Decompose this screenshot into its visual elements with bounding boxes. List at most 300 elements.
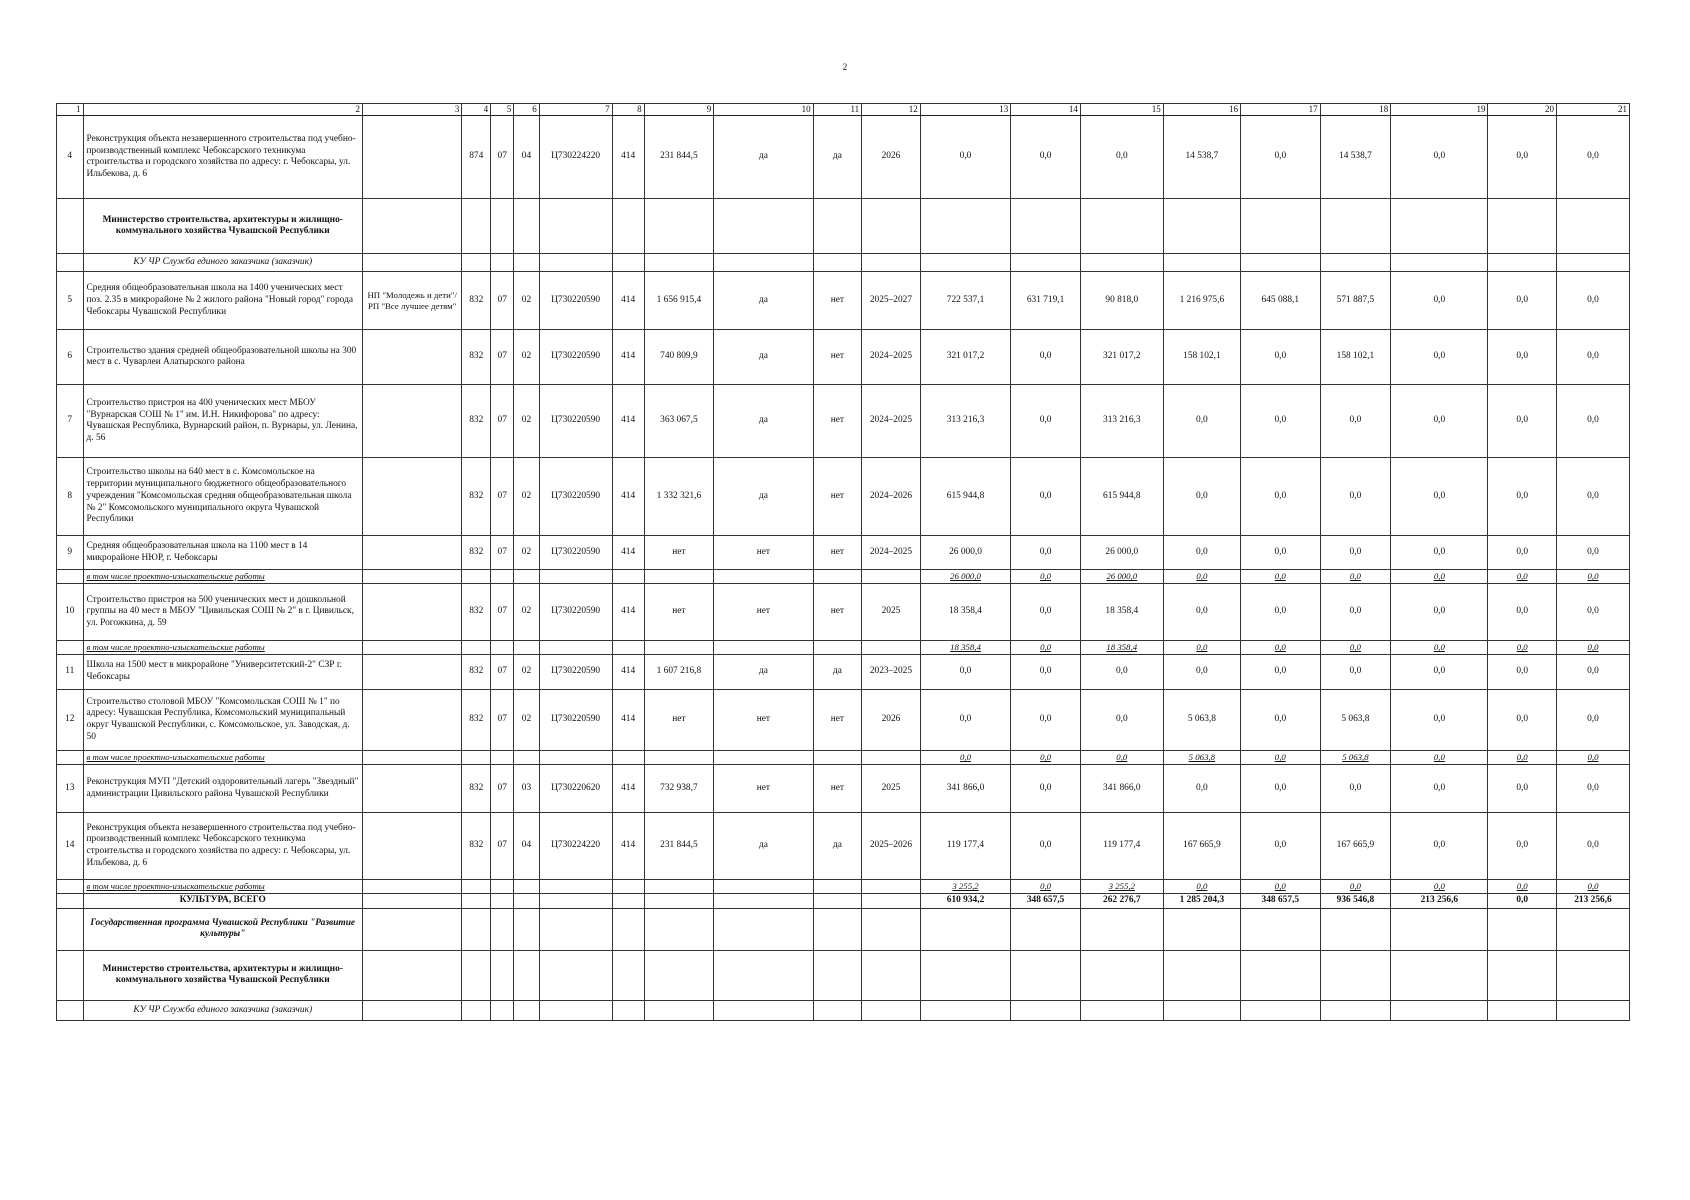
table-cell: 03 [514,765,539,813]
table-cell [362,950,461,1000]
value-cell: 0,0 [1556,751,1629,765]
table-cell [1556,950,1629,1000]
table-cell: нет [813,584,862,641]
table-cell: 158 102,1 [1320,330,1391,385]
table-cell [813,950,862,1000]
table-cell [1488,950,1556,1000]
table-row [57,813,1630,880]
table-cell: 363 067,5 [644,385,714,458]
table-cell [612,641,644,655]
table-cell [362,570,461,584]
table-cell: 07 [491,458,514,536]
table-cell [491,950,514,1000]
table-cell: 615 944,8 [920,458,1011,536]
table-body [57,104,1630,1021]
row-number: 4 [57,116,84,199]
table-cell: нет [813,330,862,385]
table-cell: Ц730220590 [539,536,612,570]
table-cell: Ц730220590 [539,272,612,330]
table-cell [862,570,921,584]
row-number: 8 [57,458,84,536]
table-cell [539,950,612,1000]
table-cell [644,880,714,894]
table-cell [491,1000,514,1020]
table-cell: Ц730220590 [539,584,612,641]
table-cell: нет [813,458,862,536]
table-cell: 0,0 [1320,458,1391,536]
value-cell: 0,0 [1556,570,1629,584]
value-cell: 348 657,5 [1241,894,1321,909]
table-cell: 07 [491,330,514,385]
column-number-cell: 3 [362,104,461,116]
table-row [57,458,1630,536]
table-cell [813,894,862,909]
table-cell: 0,0 [1391,385,1488,458]
table-cell [57,1000,84,1020]
table-cell [612,1000,644,1020]
table-cell [1163,199,1240,254]
table-cell: 0,0 [1391,584,1488,641]
value-cell: 0,0 [1011,570,1081,584]
table-cell [539,751,612,765]
column-number-row [57,104,1630,116]
table-cell [813,751,862,765]
table-cell: 0,0 [1320,655,1391,690]
table-cell: 414 [612,272,644,330]
table-cell: 0,0 [1488,116,1556,199]
table-cell: 832 [462,385,491,458]
table-cell: 0,0 [1391,272,1488,330]
object-name: Строительство здания средней общеобразовательной школы на 300 мест в с. Чуварлеи Алатырского района [83,330,362,385]
table-cell [1011,254,1081,272]
column-number-cell: 10 [714,104,813,116]
table-cell [1080,254,1163,272]
table-cell: 0,0 [1163,765,1240,813]
table-cell: да [714,116,813,199]
table-cell [462,894,491,909]
value-cell: 26 000,0 [1080,570,1163,584]
table-cell: 414 [612,116,644,199]
table-cell: 0,0 [1391,458,1488,536]
table-cell: 414 [612,813,644,880]
table-cell: 2026 [862,690,921,751]
design-works-label: в том числе проектно-изыскательские работы [83,880,362,894]
value-cell: 0,0 [1080,751,1163,765]
table-cell [514,894,539,909]
table-cell [514,570,539,584]
table-cell [862,880,921,894]
project-note [362,584,461,641]
table-cell: 0,0 [920,690,1011,751]
table-row [57,254,1630,272]
table-cell: 0,0 [1556,385,1629,458]
table-cell [1320,199,1391,254]
table-cell: Ц730220590 [539,385,612,458]
row-number: 11 [57,655,84,690]
table-cell: 07 [491,584,514,641]
value-cell: 18 358,4 [920,641,1011,655]
table-cell: 18 358,4 [920,584,1011,641]
table-cell: Ц730224220 [539,116,612,199]
table-cell [1241,254,1321,272]
table-cell [539,1000,612,1020]
table-cell [1391,199,1488,254]
table-cell: да [714,458,813,536]
table-row [57,894,1630,909]
table-cell: 231 844,5 [644,813,714,880]
value-cell: 0,0 [1488,880,1556,894]
table-cell: 0,0 [1011,584,1081,641]
table-cell: 1 332 321,6 [644,458,714,536]
table-cell: 02 [514,385,539,458]
table-cell [1320,1000,1391,1020]
table-cell: 0,0 [1163,655,1240,690]
table-cell [644,950,714,1000]
table-cell [462,950,491,1000]
table-cell: 2025–2026 [862,813,921,880]
table-cell: 0,0 [1011,690,1081,751]
value-cell: 0,0 [1011,641,1081,655]
table-cell: 832 [462,330,491,385]
table-cell [1488,254,1556,272]
table-cell: 0,0 [1391,330,1488,385]
table-cell: да [714,655,813,690]
table-cell [1556,908,1629,950]
table-cell [514,254,539,272]
table-cell [612,908,644,950]
value-cell: 262 276,7 [1080,894,1163,909]
table-cell [462,1000,491,1020]
table-cell: 631 719,1 [1011,272,1081,330]
table-cell [813,641,862,655]
table-cell [862,254,921,272]
table-cell: 0,0 [1011,330,1081,385]
table-cell: 2025 [862,584,921,641]
table-cell [1241,1000,1321,1020]
value-cell: 5 063,8 [1320,751,1391,765]
value-cell: 0,0 [1241,570,1321,584]
value-cell: 936 546,8 [1320,894,1391,909]
table-cell: 0,0 [1488,655,1556,690]
value-cell: 0,0 [1391,880,1488,894]
table-cell [714,751,813,765]
table-cell: 2024–2025 [862,536,921,570]
table-cell: нет [813,536,862,570]
table-cell [57,641,84,655]
table-cell: 2025–2027 [862,272,921,330]
table-cell: 414 [612,385,644,458]
table-cell: нет [644,690,714,751]
table-cell: 14 538,7 [1320,116,1391,199]
row-number: 5 [57,272,84,330]
table-cell: 1 656 915,4 [644,272,714,330]
table-cell [1488,908,1556,950]
table-cell [612,880,644,894]
table-cell: 0,0 [1011,116,1081,199]
table-cell: 02 [514,584,539,641]
table-cell [920,199,1011,254]
table-cell: 0,0 [1241,385,1321,458]
table-cell: 832 [462,690,491,751]
table-cell: 0,0 [1556,765,1629,813]
table-cell [491,880,514,894]
table-cell: 645 088,1 [1241,272,1321,330]
page-number: 2 [842,62,848,72]
table-cell: 0,0 [1488,536,1556,570]
column-number-cell: 13 [920,104,1011,116]
column-number-cell: 8 [612,104,644,116]
table-row [57,655,1630,690]
project-note [362,385,461,458]
table-cell [362,908,461,950]
table-cell [462,254,491,272]
table-cell: 0,0 [1556,690,1629,751]
table-cell: 732 938,7 [644,765,714,813]
table-cell: нет [813,272,862,330]
table-cell [57,254,84,272]
value-cell: 348 657,5 [1011,894,1081,909]
table-cell [462,908,491,950]
table-cell: 07 [491,536,514,570]
table-cell: 0,0 [1488,584,1556,641]
object-name: Реконструкция МУП "Детский оздоровительный лагерь "Звездный" администрации Цивильского района Чувашской Республики [83,765,362,813]
table-cell [714,880,813,894]
table-cell: 832 [462,536,491,570]
table-cell: 231 844,5 [644,116,714,199]
table-cell [862,950,921,1000]
table-cell: 0,0 [1080,690,1163,751]
table-cell [514,751,539,765]
table-cell: 2024–2025 [862,330,921,385]
table-cell [514,880,539,894]
table-cell [862,199,921,254]
table-cell [862,1000,921,1020]
table-cell: 14 538,7 [1163,116,1240,199]
table-cell: 0,0 [1556,813,1629,880]
table-cell: 0,0 [1488,272,1556,330]
table-cell: 313 216,3 [1080,385,1163,458]
table-cell [1080,908,1163,950]
table-cell: Ц730220620 [539,765,612,813]
table-cell [462,880,491,894]
value-cell: 1 285 204,3 [1163,894,1240,909]
table-cell: 07 [491,655,514,690]
table-cell [57,950,84,1000]
table-cell: нет [714,584,813,641]
table-cell [1556,199,1629,254]
table-cell: 0,0 [1241,690,1321,751]
table-cell: 0,0 [1241,655,1321,690]
table-cell: 0,0 [1391,655,1488,690]
value-cell: 0,0 [1241,880,1321,894]
table-row [57,641,1630,655]
value-cell: 0,0 [1556,880,1629,894]
table-cell [1488,1000,1556,1020]
table-cell [920,950,1011,1000]
table-cell [644,199,714,254]
table-cell: нет [813,765,862,813]
design-works-label: в том числе проектно-изыскательские работы [83,570,362,584]
table-cell: 0,0 [1556,584,1629,641]
table-cell: да [813,813,862,880]
table-cell [491,908,514,950]
table-cell: да [813,655,862,690]
table-cell [714,950,813,1000]
table-cell: 571 887,5 [1320,272,1391,330]
section-total-label: КУЛЬТУРА, ВСЕГО [83,894,362,909]
row-number: 10 [57,584,84,641]
table-cell [644,1000,714,1020]
table-cell: 02 [514,655,539,690]
table-cell [714,570,813,584]
table-cell [1163,908,1240,950]
table-cell [1556,1000,1629,1020]
value-cell: 18 358,4 [1080,641,1163,655]
table-cell [57,751,84,765]
table-cell [920,908,1011,950]
table-cell: 0,0 [1488,330,1556,385]
table-cell [714,254,813,272]
table-cell: 0,0 [1241,116,1321,199]
table-cell: 832 [462,458,491,536]
table-cell: 119 177,4 [920,813,1011,880]
table-cell [714,894,813,909]
table-cell [1011,950,1081,1000]
table-cell [1556,254,1629,272]
table-cell [1488,199,1556,254]
table-cell [612,570,644,584]
table-cell: 0,0 [920,116,1011,199]
table-cell [1391,908,1488,950]
table-cell [57,199,84,254]
column-number-cell: 21 [1556,104,1629,116]
column-number-cell: 4 [462,104,491,116]
table-row [57,199,1630,254]
table-cell: 0,0 [1320,765,1391,813]
object-name: Строительство пристроя на 500 ученических мест и дошкольной группы на 40 мест в МБОУ "Цивильская СОШ № 2" в г. Цивильск, ул. Рогожкина, д. 59 [83,584,362,641]
value-cell: 0,0 [1556,641,1629,655]
table-cell: 414 [612,765,644,813]
table-cell [1391,1000,1488,1020]
table-cell: 0,0 [1011,458,1081,536]
column-number-cell: 5 [491,104,514,116]
table-row [57,751,1630,765]
column-number-cell: 18 [1320,104,1391,116]
table-cell: 167 665,9 [1163,813,1240,880]
table-cell: 04 [514,116,539,199]
column-number-cell: 16 [1163,104,1240,116]
table-cell [462,641,491,655]
table-cell: 07 [491,385,514,458]
table-cell: 0,0 [1556,458,1629,536]
table-cell [514,950,539,1000]
table-cell [714,908,813,950]
table-cell: 5 063,8 [1163,690,1240,751]
table-cell: 167 665,9 [1320,813,1391,880]
table-cell [539,894,612,909]
row-number: 9 [57,536,84,570]
table-cell [1320,908,1391,950]
table-cell [862,751,921,765]
value-cell: 213 256,6 [1391,894,1488,909]
table-cell: 832 [462,272,491,330]
table-cell [813,570,862,584]
table-cell: 0,0 [1011,813,1081,880]
column-number-cell: 14 [1011,104,1081,116]
value-cell: 213 256,6 [1556,894,1629,909]
table-cell [1080,199,1163,254]
table-cell: 26 000,0 [920,536,1011,570]
table-cell: 26 000,0 [1080,536,1163,570]
table-cell: 0,0 [1241,536,1321,570]
column-number-cell: 15 [1080,104,1163,116]
value-cell: 0,0 [1488,894,1556,909]
table-cell: 0,0 [1556,116,1629,199]
table-cell: 07 [491,116,514,199]
table-cell [57,880,84,894]
table-cell [539,570,612,584]
object-name: Реконструкция объекта незавершенного строительства под учебно-производственный комплекс Чебоксарского техникума строительства и городского хозяйства по адресу: г. Чебоксары, ул. Ильбекова, д. 6 [83,116,362,199]
table-row [57,765,1630,813]
table-cell [1011,199,1081,254]
table-cell: 341 866,0 [1080,765,1163,813]
table-cell: 158 102,1 [1163,330,1240,385]
project-note [362,813,461,880]
table-cell [57,908,84,950]
project-note [362,330,461,385]
object-name: Средняя общеобразовательная школа на 1100 мест в 14 микрорайоне НЮР, г. Чебоксары [83,536,362,570]
column-number-cell: 20 [1488,104,1556,116]
table-cell: 0,0 [1488,813,1556,880]
value-cell: 610 934,2 [920,894,1011,909]
table-cell: Ц730220590 [539,655,612,690]
table-cell: 0,0 [1011,765,1081,813]
table-cell: 0,0 [1163,584,1240,641]
table-cell [612,254,644,272]
value-cell: 0,0 [1320,880,1391,894]
table-cell: 18 358,4 [1080,584,1163,641]
table-cell: 2024–2026 [862,458,921,536]
project-note [362,536,461,570]
table-cell: 1 607 216,8 [644,655,714,690]
table-cell [813,1000,862,1020]
project-note [362,458,461,536]
table-cell [644,908,714,950]
table-cell [514,641,539,655]
table-cell [362,641,461,655]
object-name: Строительство столовой МБОУ "Комсомольская СОШ № 1" по адресу: Чувашская Республика, Комсомольский муниципальный округ Чувашской Республики, с. Комсомольское, ул. Заводская, д. 50 [83,690,362,751]
table-row [57,570,1630,584]
table-cell: 1 216 975,6 [1163,272,1240,330]
table-cell: 0,0 [1241,330,1321,385]
object-name: Школа на 1500 мест в микрорайоне "Университетский-2" СЗР г. Чебоксары [83,655,362,690]
table-cell: 2024–2025 [862,385,921,458]
table-cell: 0,0 [1163,385,1240,458]
table-cell [612,199,644,254]
table-cell: 874 [462,116,491,199]
table-cell [491,199,514,254]
table-cell [1241,908,1321,950]
project-note [362,765,461,813]
table-cell: да [714,813,813,880]
table-cell: 414 [612,458,644,536]
table-cell [813,199,862,254]
table-cell: 0,0 [1488,458,1556,536]
table-cell: 0,0 [1163,536,1240,570]
table-row [57,690,1630,751]
table-cell [612,751,644,765]
table-cell [539,880,612,894]
